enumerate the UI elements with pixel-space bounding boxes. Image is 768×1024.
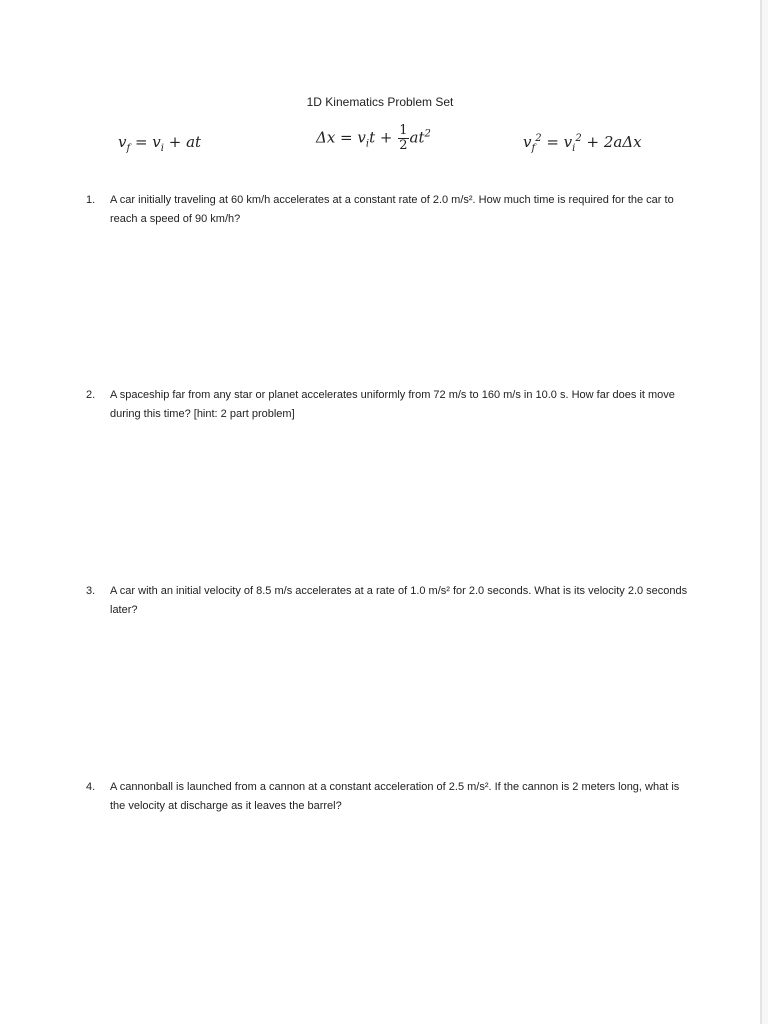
problem-text: A cannonball is launched from a cannon at a constant acceleration of 2.5 m/s². If the cannon is 2 meters long, what is the velocity at discharge as it leaves the barrel? — [110, 781, 680, 812]
problem-number: 1. — [86, 194, 96, 206]
eq1-rhs-sub: i — [160, 143, 164, 154]
eq2-tail-sup: 2 — [424, 128, 431, 140]
eq3-a-sup: 2 — [535, 133, 542, 144]
eq2-frac-num: 1 — [399, 123, 408, 138]
eq1-rhs: = v — [130, 133, 161, 151]
problem-4 — [86, 778, 696, 816]
page-edge — [760, 0, 762, 1024]
problem-number: 3. — [86, 585, 96, 597]
eq2-tail: at — [409, 128, 425, 147]
page-title: 1D Kinematics Problem Set — [306, 95, 454, 109]
eq2-lhs: Δx = v — [316, 128, 366, 147]
eq2-mid: t + — [369, 128, 398, 147]
eq3-a-sub: f — [531, 143, 536, 154]
equation-velocity-time — [118, 133, 201, 154]
eq3-a: v — [523, 133, 532, 151]
problem-number: 2. — [86, 389, 96, 401]
equation-displacement — [316, 124, 431, 153]
eq3-b-sup: 2 — [575, 133, 582, 144]
eq3-b-sub: i — [572, 143, 576, 154]
problem-text: A car with an initial velocity of 8.5 m/s accelerates at a rate of 1.0 m/s² for 2.0 seconds. What is its velocity 2.0 seconds later? — [110, 585, 688, 616]
eq2-fraction — [398, 124, 408, 153]
eq3-c: + 2aΔx — [581, 133, 642, 151]
problem-1 — [86, 191, 696, 229]
problem-text: A spaceship far from any star or planet accelerates uniformly from 72 m/s to 160 m/s in 10.0 s. How far does it move during this time? [hint: 2 part problem] — [110, 389, 675, 420]
eq3-b: = v — [541, 133, 573, 151]
eq2-frac-den: 2 — [399, 138, 408, 153]
problem-3 — [86, 582, 696, 620]
problem-number: 4. — [86, 781, 96, 793]
problem-2 — [86, 386, 696, 424]
equation-velocity-displacement — [523, 133, 642, 154]
eq1-lhs-sub: f — [126, 143, 131, 154]
eq1-rest: + at — [163, 133, 202, 151]
problem-text: A car initially traveling at 60 km/h accelerates at a constant rate of 2.0 m/s². How much time is required for the car to reach a speed of 90 km/h? — [110, 194, 674, 225]
eq1-lhs: v — [118, 133, 127, 151]
eq2-sub: i — [365, 138, 370, 150]
